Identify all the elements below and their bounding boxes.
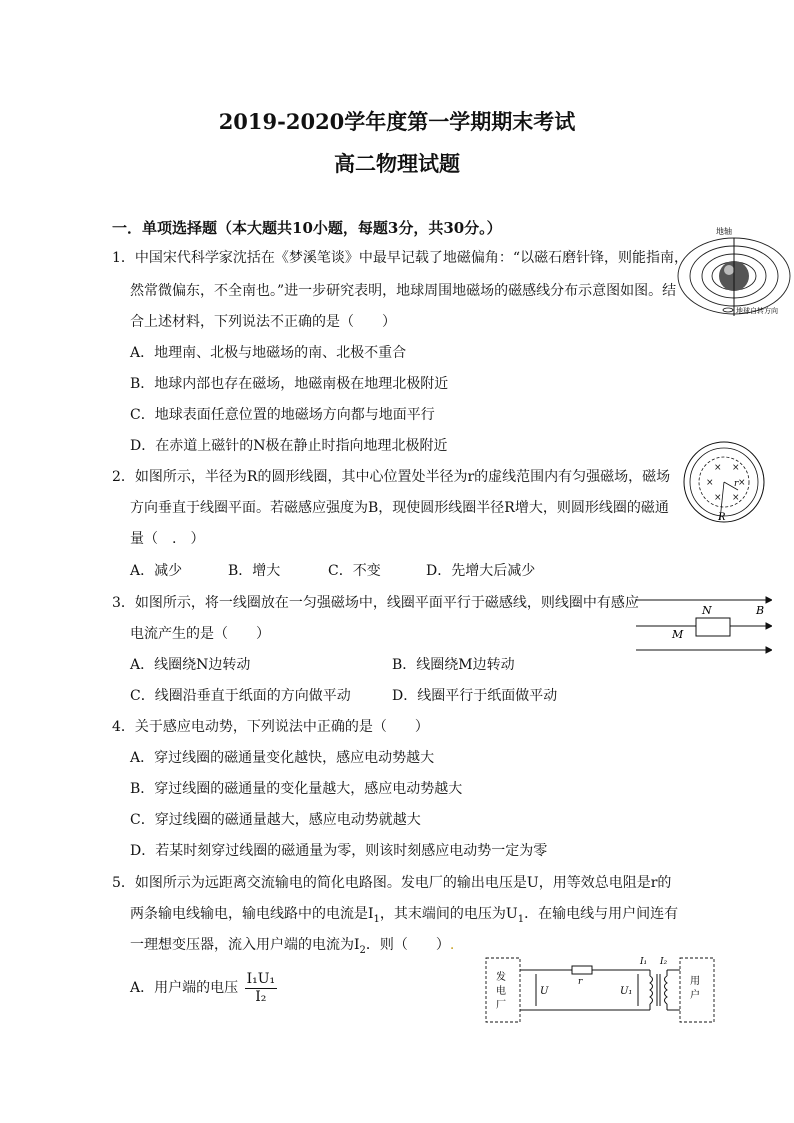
plant-label-3: 厂 <box>496 1000 506 1011</box>
svg-text:×: × <box>732 463 740 473</box>
earth-magnetic-field-figure <box>676 224 792 320</box>
q1-option-a: A．地理南、北极与地磁场的南、北极不重合 <box>130 345 407 361</box>
earth-axis-label: 地轴 <box>716 227 732 236</box>
svg-text:×: × <box>706 478 714 488</box>
q3-line2: 电流产生的是（ ） <box>130 626 270 642</box>
voltage-fraction: $\frac{\text{I₁U₁}}{\text{I₂}}$ <box>246 970 276 1005</box>
q3-option-b: B．线圈绕M边转动 <box>392 657 515 673</box>
q2-line3: 量（ . ） <box>130 531 205 547</box>
q1-option-b: B．地球内部也存在磁场，地磁南极在地理北极附近 <box>130 376 449 392</box>
q1-line1: 1．中国宋代科学家沈括在《梦溪笔谈》中最早记载了地磁偏角：“以磁石磨针锋，则能指南， <box>112 250 689 266</box>
q3-option-a: A．线圈绕N边转动 <box>130 657 251 673</box>
user-label-2: 户 <box>690 990 700 1001</box>
plant-label-2: 电 <box>496 986 506 997</box>
coil-in-field-figure <box>632 594 772 658</box>
q5-option-a: A．用户端的电压 $\frac{\text{I₁U₁}}{\text{I₂}}$ <box>130 970 276 1005</box>
primary-voltage-label: U₁ <box>620 986 633 997</box>
svg-text:×: × <box>714 493 722 503</box>
q2-option-a: A．减少 <box>130 563 183 579</box>
svg-text:×: × <box>732 493 740 503</box>
q2-line1: 2．如图所示，半径为R的圆形线圈，其中心位置处半径为r的虚线范围内有匀强磁场，磁场 <box>112 469 671 485</box>
q3-line1: 3．如图所示，将一线圈放在一匀强磁场中，线圈平面平行于磁感线，则线圈中有感应 <box>112 595 639 611</box>
line-resistance-label: r <box>578 977 583 987</box>
user-label-1: 用 <box>690 976 700 987</box>
q1-line2: 然常微偏东，不全南也。”进一步研究表明，地球周围地磁场的磁感线分布示意图如图。结 <box>130 283 677 299</box>
q2-option-d: D．先增大后减少 <box>426 563 536 579</box>
q4-option-b: B．穿过线圈的磁通量的变化量越大，感应电动势越大 <box>130 781 463 797</box>
q4-option-d: D．若某时刻穿过线圈的磁通量为零，则该时刻感应电动势一定为零 <box>130 843 548 859</box>
q1-line3: 合上述材料，下列说法不正确的是（ ） <box>130 314 396 330</box>
q5-line1: 5．如图所示为远距离交流输电的简化电路图。发电厂的输出电压是U，用等效总电阻是r的 <box>112 875 672 891</box>
q4-option-c: C．穿过线圈的磁通量越大，感应电动势就越大 <box>130 812 421 828</box>
svg-text:×: × <box>738 478 746 488</box>
q1-option-c: C．地球表面任意位置的地磁场方向都与地面平行 <box>130 407 435 423</box>
svg-text:×: × <box>714 463 722 473</box>
edge-n-label: N <box>702 604 712 617</box>
earth-rotation-label: 地球自转方向 <box>736 307 778 315</box>
secondary-current-label: I₂ <box>660 957 668 967</box>
q2-option-c: C．不变 <box>328 563 381 579</box>
q4-line1: 4．关于感应电动势，下列说法中正确的是（ ） <box>112 719 429 735</box>
primary-current-label: I₁ <box>640 957 648 967</box>
q5-line3: 一理想变压器，流入用户端的电流为$I_2$．则（ ）. <box>130 937 455 956</box>
q5-line2: 两条输电线输电，输电线路中的电流是$I_1$，其末端间的电压为$U_1$．在输电线与用户间连有 <box>130 906 679 925</box>
q1-option-d: D．在赤道上磁针的N极在静止时指向地理北极附近 <box>130 438 448 454</box>
exam-title: 2019-2020学年度第一学期期末考试 <box>218 109 576 134</box>
section-heading: 一．单项选择题（本大题共10小题，每题3分，共30分。） <box>112 219 502 237</box>
plant-label-1: 发 <box>496 972 506 983</box>
q2-line2: 方向垂直于线圈平面。若磁感应强度为B，现使圆形线圈半径R增大，则圆形线圈的磁通 <box>130 500 669 516</box>
outer-radius-label: R <box>718 512 726 523</box>
q3-option-d: D．线圈平行于纸面做平动 <box>392 688 558 704</box>
q2-option-b: B．增大 <box>228 563 281 579</box>
exam-subtitle: 高二物理试题 <box>334 151 460 176</box>
edge-m-label: M <box>672 628 684 641</box>
transmission-circuit-figure <box>484 950 720 1026</box>
q3-option-c: C．线圈沿垂直于纸面的方向做平动 <box>130 688 351 704</box>
source-voltage-label: U <box>540 986 549 997</box>
field-b-label: B <box>756 604 765 617</box>
q4-option-a: A．穿过线圈的磁通量变化越快，感应电动势越大 <box>130 750 435 766</box>
inner-radius-label: r <box>734 479 739 489</box>
circular-coil-figure <box>676 440 776 526</box>
